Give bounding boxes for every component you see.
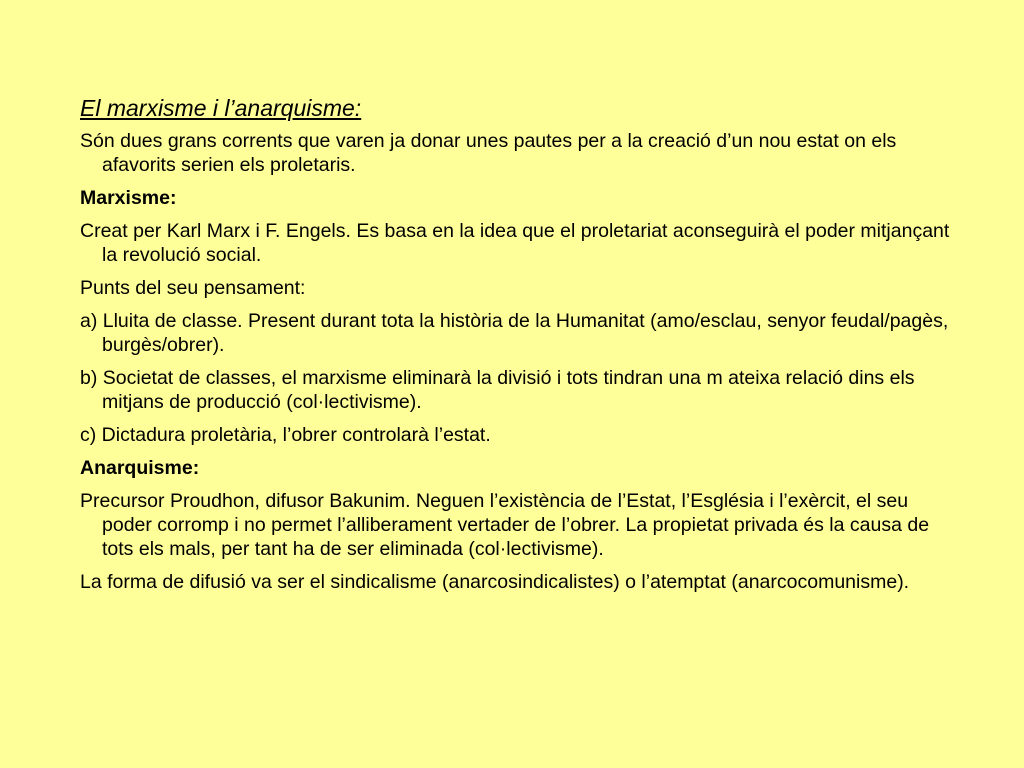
anarchism-description: Precursor Proudhon, difusor Bakunim. Neguen l’existència de l’Estat, l’Església i l’exèrcit, el seu poder corromp i no permet l’alliberament vertader de l’obrer. La propietat privada és la causa de tots els mals, per tant ha de ser eliminada (col·lectivisme). bbox=[80, 490, 930, 560]
slide-content bbox=[80, 94, 960, 603]
point-a: a) Lluita de classe. Present durant tota la història de la Humanitat (amo/esclau, senyor feudal/pagès, burgès/obrer). bbox=[80, 310, 949, 356]
anarchism-subheading: Anarquisme: bbox=[80, 457, 200, 479]
marxism-subheading: Marxisme: bbox=[80, 187, 177, 209]
point-b: b) Societat de classes, el marxisme eliminarà la divisió i tots tindran una m ateixa relació dins els mitjans de producció (col·lectivisme). bbox=[80, 367, 915, 413]
point-c: c) Dictadura proletària, l’obrer controlarà l’estat. bbox=[80, 424, 491, 446]
intro-paragraph: Són dues grans corrents que varen ja donar unes pautes per a la creació d’un nou estat on els afavorits serien els proletaris. bbox=[80, 130, 897, 176]
slide-heading: El marxisme i l’anarquisme: bbox=[80, 95, 362, 121]
thought-points-label: Punts del seu pensament: bbox=[80, 277, 306, 299]
diffusion-paragraph: La forma de difusió va ser el sindicalisme (anarcosindicalistes) o l’atemptat (anarcocomunisme). bbox=[80, 571, 910, 593]
marxism-description: Creat per Karl Marx i F. Engels. Es basa en la idea que el proletariat aconseguirà el poder mitjançant la revolució social. bbox=[80, 220, 950, 266]
